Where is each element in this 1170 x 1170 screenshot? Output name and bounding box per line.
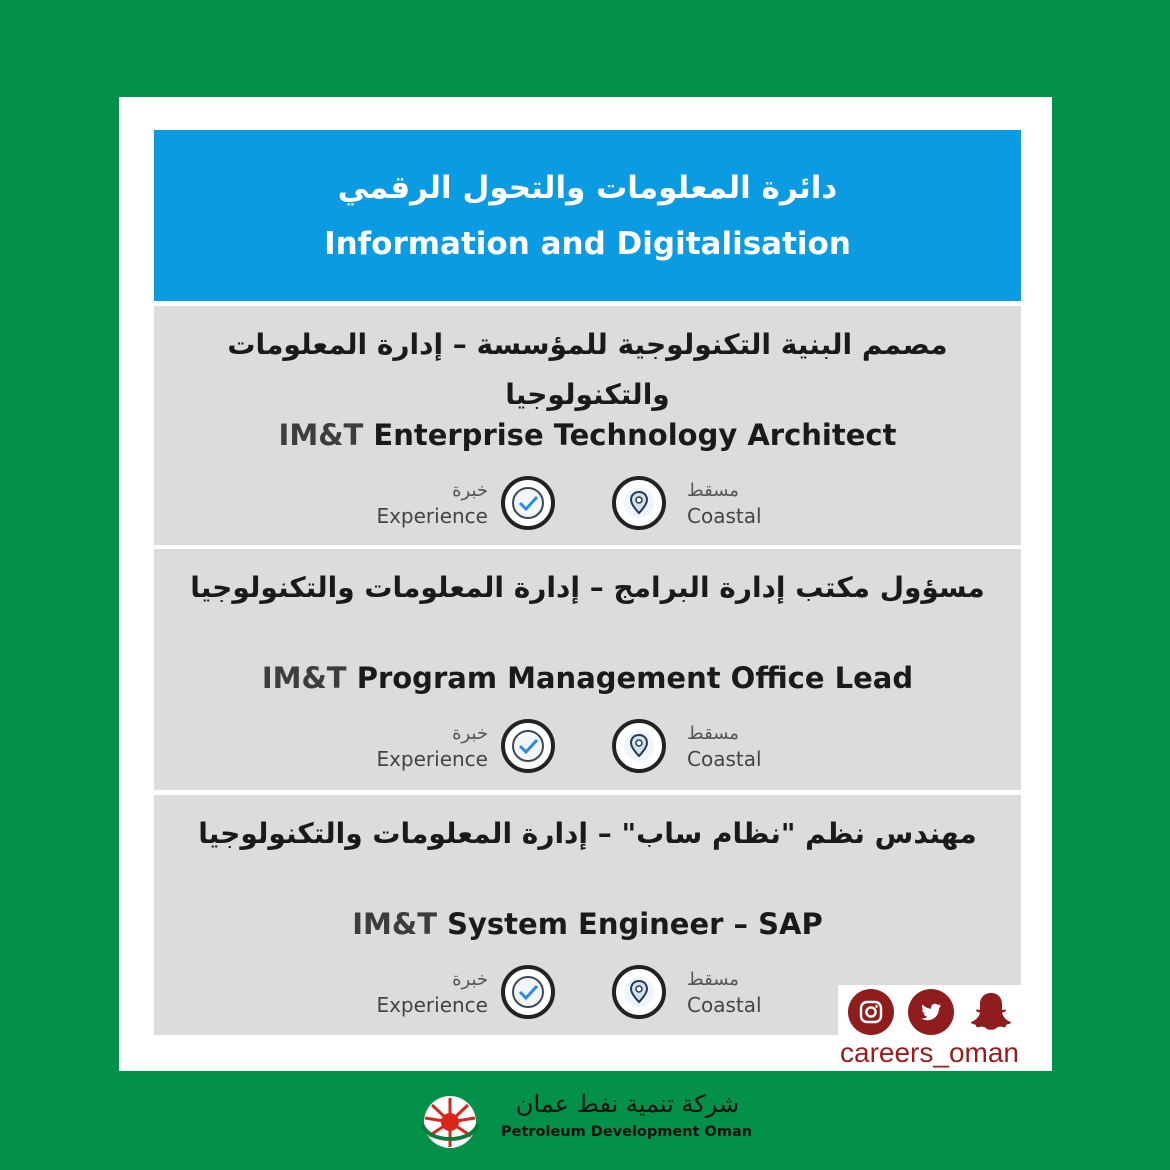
social-links [838,985,1028,1070]
location-label-ar: مسقط [687,480,739,501]
location-pin-icon [612,719,666,773]
snapchat-icon[interactable] [968,989,1014,1035]
job-title-ar: مهندس نظم "نظام ساب" – إدارة المعلومات والتكنولوجيا [198,817,977,850]
job-title-en [154,661,1021,695]
department-header [154,130,1021,301]
location-meta [612,965,792,1025]
job-item[interactable] [154,306,1021,545]
location-meta [612,476,792,536]
job-title-text: Enterprise Technology Architect [373,418,897,452]
company-logo [418,1094,482,1154]
job-postings-card [119,97,1052,1071]
job-title-ar: مصمم البنية التكنولوجية للمؤسسة – إدارة المعلومات والتكنولوجيا [227,328,948,411]
company-name-ar: شركة تنمية نفط عمان [515,1090,740,1118]
department-title-ar: دائرة المعلومات والتحول الرقمي [337,170,838,206]
job-prefix: IM&T [278,418,364,452]
location-label-ar: مسقط [687,723,739,744]
experience-meta [376,476,564,536]
experience-label-ar: خبرة [452,480,488,501]
location-pin-icon [612,476,666,530]
job-title-en [154,418,1021,452]
company-footer [418,1090,758,1150]
job-prefix: IM&T [261,661,347,695]
company-name-en: Petroleum Development Oman [501,1124,753,1140]
location-meta [612,719,792,779]
experience-label-en: Experience [376,993,488,1017]
job-title-ar: مسؤول مكتب إدارة البرامج – إدارة المعلومات والتكنولوجيا [190,571,985,604]
checkmark-icon [501,476,555,530]
location-label-en: Coastal [687,993,762,1017]
instagram-icon[interactable] [848,989,894,1035]
experience-label-ar: خبرة [452,723,488,744]
experience-label-en: Experience [376,504,488,528]
experience-label-en: Experience [376,747,488,771]
location-label-en: Coastal [687,747,762,771]
job-title-text: Program Management Office Lead [356,661,914,695]
department-title-en: Information and Digitalisation [324,226,851,262]
checkmark-icon [501,719,555,773]
job-item[interactable] [154,549,1021,790]
job-title-text: System Engineer – SAP [447,907,823,941]
social-handle[interactable]: careers_oman [840,1037,1019,1068]
location-pin-icon [612,965,666,1019]
experience-label-ar: خبرة [452,969,488,990]
experience-meta [376,719,564,779]
location-label-ar: مسقط [687,969,739,990]
twitter-icon[interactable] [908,989,954,1035]
experience-meta [376,965,564,1025]
job-prefix: IM&T [352,907,437,941]
checkmark-icon [501,965,555,1019]
job-title-en [154,907,1021,941]
location-label-en: Coastal [687,504,762,528]
